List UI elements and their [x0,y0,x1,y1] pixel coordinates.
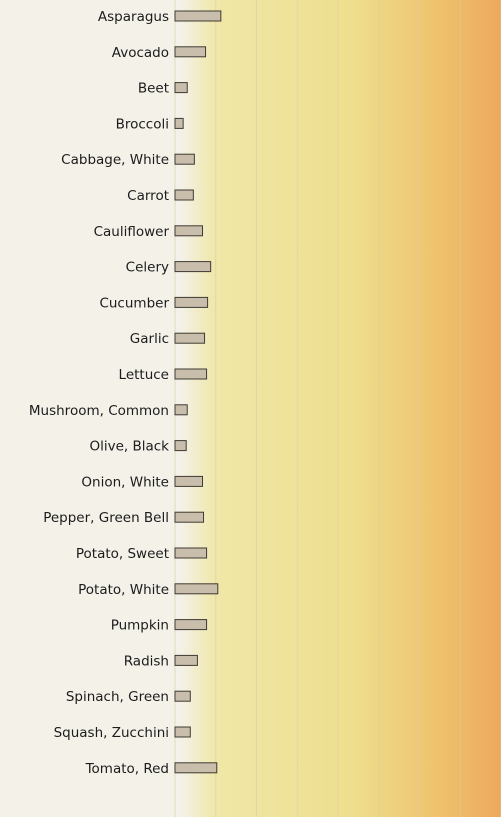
bar [175,405,187,415]
category-label: Cucumber [99,295,169,312]
category-label: Asparagus [97,9,169,25]
bar [175,226,203,236]
category-label: Olive, Black [89,438,169,455]
category-label: Broccoli [115,116,169,133]
bar [175,297,208,307]
bar [175,154,194,164]
bar [175,333,205,343]
bar [175,763,217,773]
bar [175,190,193,200]
category-label: Onion, White [81,474,169,491]
bar [175,83,187,93]
bar [175,262,211,272]
bar [175,441,186,451]
category-label: Potato, Sweet [75,546,169,562]
bar [175,369,207,379]
bar [175,655,197,665]
bar [175,691,190,701]
category-label: Potato, White [78,581,169,598]
bar [175,584,218,594]
category-label: Garlic [129,331,169,348]
bar [175,476,203,486]
category-label: Pumpkin [110,617,169,634]
category-label: Cabbage, White [61,152,169,169]
category-label: Mushroom, Common [28,402,169,419]
category-label: Carrot [127,188,169,204]
bar [175,11,221,21]
category-label: Squash, Zucchini [53,725,169,741]
bar [175,620,207,630]
category-label: Cauliflower [93,223,169,240]
category-label: Beet [137,80,169,97]
bar [175,548,207,558]
bar [175,512,204,522]
category-label: Pepper, Green Bell [43,510,169,527]
category-label: Avocado [111,44,169,61]
bar [175,47,206,57]
category-label: Celery [125,259,169,276]
bar [175,118,183,128]
category-label: Radish [123,653,169,670]
category-label: Spinach, Green [65,689,169,706]
category-label: Tomato, Red [85,760,169,777]
category-label: Lettuce [118,367,169,383]
bar [175,727,190,737]
